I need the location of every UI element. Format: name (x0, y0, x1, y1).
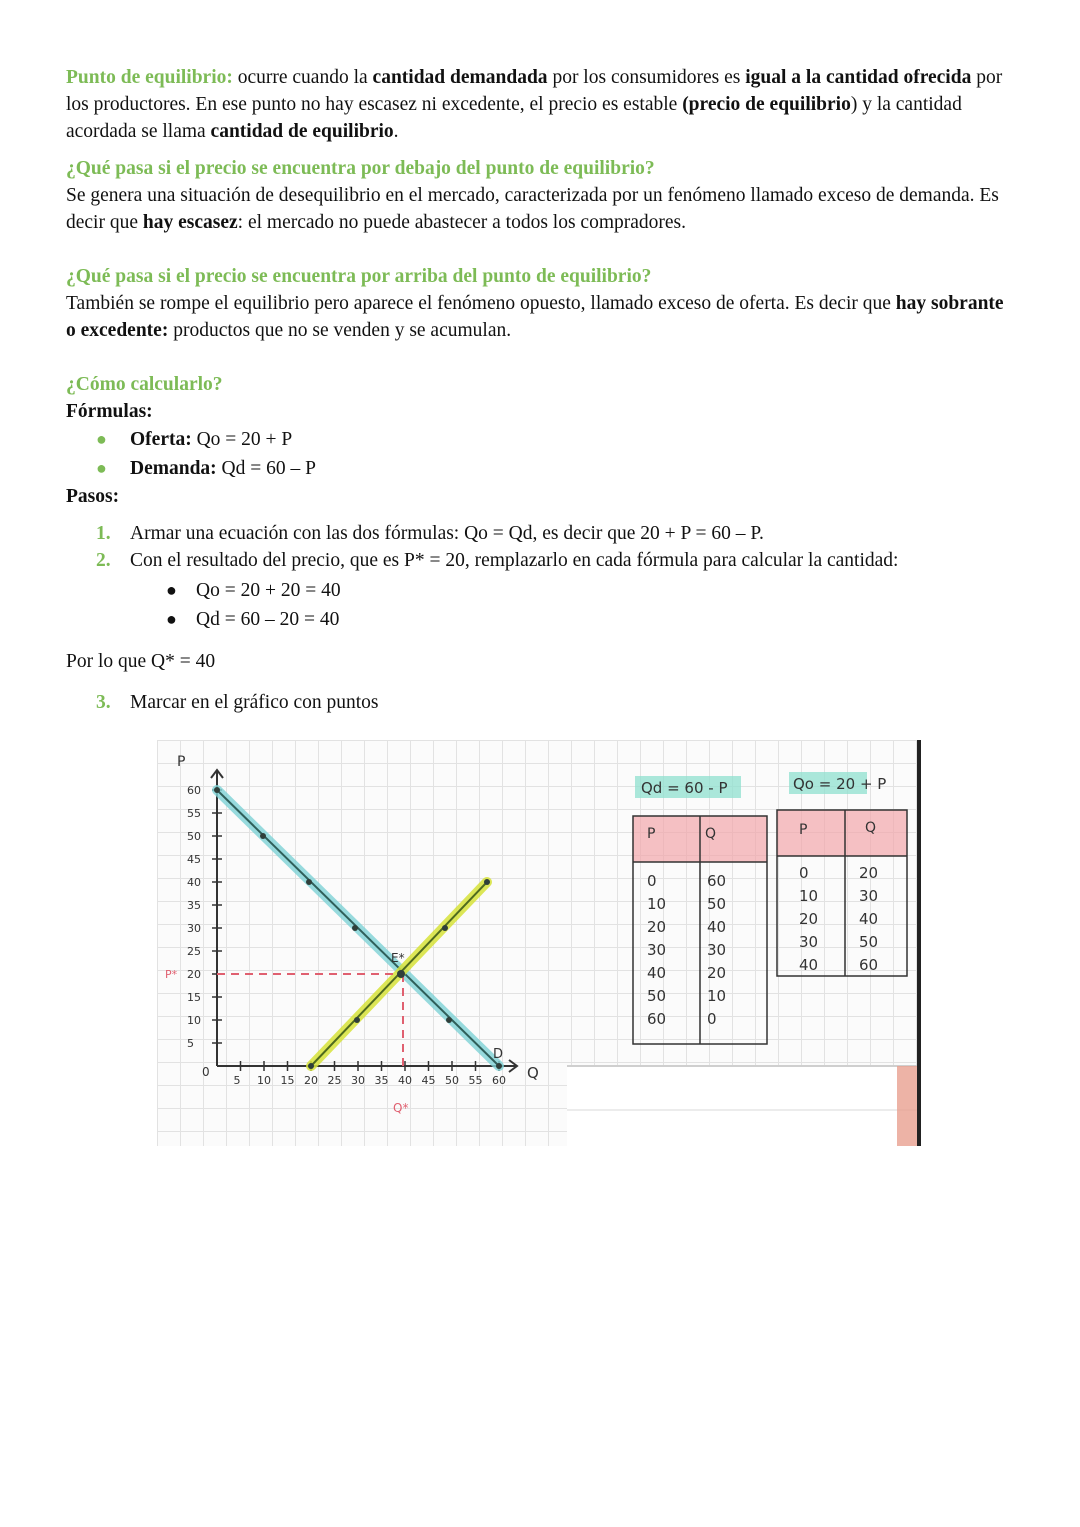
bold-text: cantidad de equilibrio (210, 121, 394, 142)
text: por los consumidores es (547, 67, 746, 88)
step-item (96, 547, 1006, 634)
table-cell: 40 (647, 964, 667, 982)
supply-demand-chart (157, 740, 921, 1146)
formula-text: Qd = 60 – P (216, 458, 316, 479)
step-number: 1. (96, 523, 111, 544)
step-item (96, 520, 1006, 547)
bold-text: (precio de equilibrio (682, 94, 851, 115)
table-cell: 10 (647, 895, 667, 913)
formula-item (96, 425, 1006, 454)
bold-text: hay sobrante o excedente: (66, 293, 1004, 341)
table-cell: 10 (707, 987, 727, 1005)
table-cell: 30 (799, 933, 819, 951)
document-body (66, 64, 1006, 716)
demand-table (633, 816, 767, 1044)
formula-text: Qo = 20 + P (191, 429, 293, 450)
y-tick-label: 35 (187, 899, 201, 912)
y-tick-label: 50 (187, 830, 201, 843)
text: Se genera una situación de desequilibrio en el mercado, caracterizada por un fenómeno llamado exceso de demanda. Es decir que (66, 185, 999, 233)
p-axis-label: P (177, 754, 186, 770)
formulas-label: Fórmulas: (66, 401, 153, 422)
x-tick-label: 60 (492, 1074, 506, 1087)
substep-item (166, 576, 1006, 605)
bullet-icon: ● (166, 580, 177, 600)
y-tick-label: 15 (187, 991, 201, 1004)
step-text: Con el resultado del precio, que es P* = 20, remplazarlo en cada fórmula para calcular la cantidad: (130, 550, 899, 571)
text: . (393, 121, 399, 142)
steps-label: Pasos: (66, 486, 120, 507)
y-tick-label: 30 (187, 922, 201, 935)
table-cell: 10 (799, 887, 819, 905)
q-axis-label: Q (527, 1064, 539, 1082)
formulas-list (66, 425, 1006, 483)
section-title: Punto de equilibrio: (66, 67, 233, 88)
table-cell: 0 (647, 872, 657, 890)
x-tick-label: 45 (421, 1074, 436, 1087)
table-cell: 0 (799, 864, 809, 882)
text: ) y la cantidad acordada se llama (66, 94, 962, 142)
y-tick-label: 40 (187, 876, 201, 889)
x-tick-label: 15 (280, 1074, 295, 1087)
y-tick-label: 60 (187, 784, 201, 797)
table-header: P (799, 822, 808, 838)
formula-label: Demanda: (130, 458, 217, 479)
substeps-list (130, 576, 1006, 634)
equilibrium-definition (66, 64, 1006, 145)
table-cell: 20 (647, 918, 667, 936)
formula-label: Oferta: (130, 429, 192, 450)
supply-formula-label: Qo = 20 + P (793, 775, 887, 793)
y-tick-label: 10 (187, 1014, 201, 1027)
table-cell: 0 (707, 1010, 717, 1028)
e-star-label: E* (391, 951, 405, 965)
step-item (96, 689, 1006, 716)
axes (211, 770, 517, 1072)
substep-item (166, 605, 1006, 634)
step-number: 3. (96, 692, 111, 713)
steps-list-continued (66, 689, 1006, 716)
x-tick-label: 20 (304, 1074, 318, 1087)
y-tick-label: 45 (187, 853, 201, 866)
table-cell: 20 (799, 910, 819, 928)
step-text: Armar una ecuación con las dos fórmulas: Qo = Qd, es decir que 20 + P = 60 – P. (130, 523, 764, 544)
origin-label: 0 (202, 1065, 210, 1079)
table-cell: 30 (859, 887, 879, 905)
text: : el mercado no puede abastecer a todos los compradores. (237, 212, 687, 233)
text: por los productores. En ese punto no hay escasez ni excedente, el precio es estable (66, 67, 1003, 115)
substep-text: Qd = 60 – 20 = 40 (196, 609, 340, 630)
question-below: ¿Qué pasa si el precio se encuentra por debajo del punto de equilibrio? (66, 158, 655, 179)
y-tick-label: 25 (187, 945, 201, 958)
x-tick-label: 35 (374, 1074, 389, 1087)
text: También se rompe el equilibrio pero aparece el fenómeno opuesto, llamado exceso de oferta. Es decir que (66, 293, 896, 314)
table-cell: 50 (707, 895, 727, 913)
table-cell: 60 (859, 956, 879, 974)
x-tick-label: 55 (468, 1074, 483, 1087)
bold-text: hay escasez (142, 212, 238, 233)
text: productos que no se venden y se acumulan. (168, 320, 512, 341)
formula-item (96, 454, 1006, 483)
substep-text: Qo = 20 + 20 = 40 (196, 580, 341, 601)
y-tick-label: 5 (187, 1037, 194, 1050)
bullet-icon: ● (96, 458, 107, 478)
supply-table (777, 810, 907, 976)
x-tick-label: 50 (445, 1074, 459, 1087)
table-cell: 30 (647, 941, 667, 959)
x-tick-label: 40 (398, 1074, 412, 1087)
bullet-icon: ● (166, 609, 177, 629)
y-tick-label: 55 (187, 807, 201, 820)
table-cell: 40 (707, 918, 727, 936)
p-star-label: P* (165, 968, 178, 981)
table-header: P (647, 826, 656, 842)
question-how: ¿Cómo calcularlo? (66, 374, 223, 395)
table-cell: 60 (707, 872, 727, 890)
x-tick-label: 5 (233, 1074, 241, 1087)
conclusion: Por lo que Q* = 40 (66, 651, 216, 672)
answer-below (66, 182, 1006, 236)
x-tick-label: 30 (351, 1074, 365, 1087)
d-label: D (493, 1047, 504, 1062)
q-star-label: Q* (393, 1101, 409, 1115)
step-number: 2. (96, 550, 111, 571)
steps-list (66, 520, 1006, 634)
table-cell: 40 (859, 910, 879, 928)
table-header: Q (705, 826, 717, 842)
x-tick-label: 10 (257, 1074, 271, 1087)
table-cell: 20 (707, 964, 727, 982)
table-header: Q (865, 820, 877, 836)
table-cell: 60 (647, 1010, 667, 1028)
question-above: ¿Qué pasa si el precio se encuentra por arriba del punto de equilibrio? (66, 266, 652, 287)
answer-above (66, 290, 1006, 344)
supply-demand-photo (157, 740, 921, 1146)
table-cell: 20 (859, 864, 879, 882)
table-cell: 40 (799, 956, 819, 974)
bullet-icon: ● (96, 429, 107, 449)
x-ticks (234, 1061, 507, 1087)
bold-text: cantidad demandada (372, 67, 548, 88)
y-tick-label: 20 (187, 968, 201, 981)
step-text: Marcar en el gráfico con puntos (130, 692, 379, 713)
bold-text: igual a la cantidad ofrecida (745, 67, 972, 88)
demand-formula-label: Qd = 60 - P (641, 779, 728, 797)
table-cell: 50 (647, 987, 667, 1005)
table-cell: 50 (859, 933, 879, 951)
text: ocurre cuando la (232, 67, 373, 88)
x-tick-label: 25 (327, 1074, 342, 1087)
table-cell: 30 (707, 941, 727, 959)
